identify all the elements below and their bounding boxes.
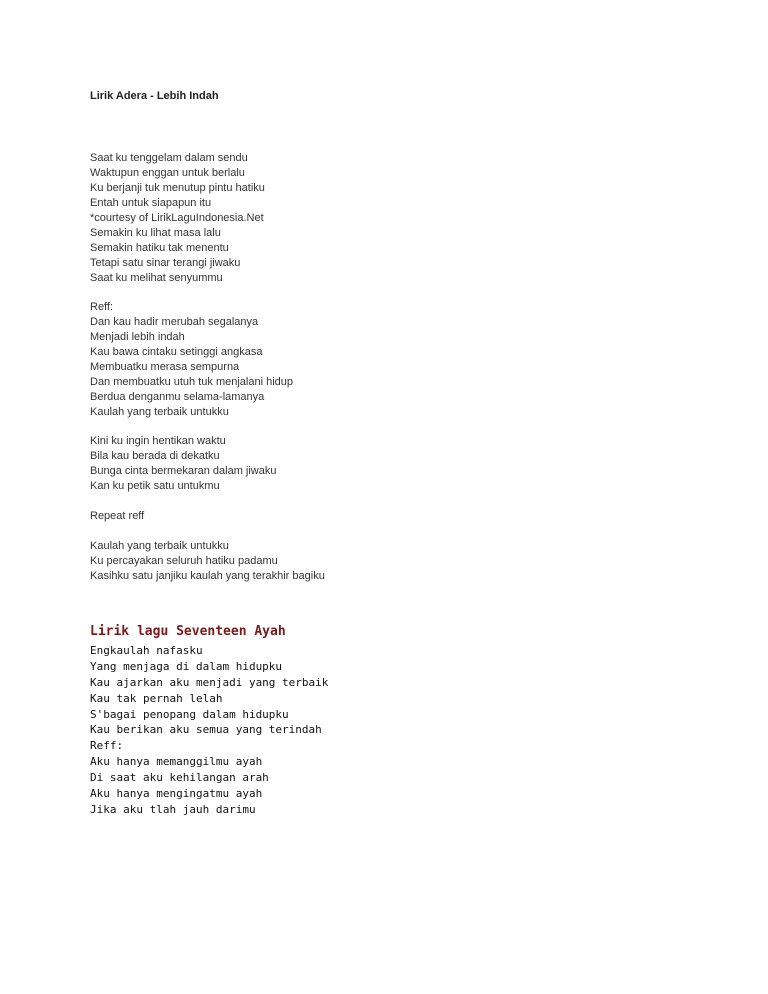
song1-repeat [90, 509, 144, 524]
lyric-line: *courtesy of LirikLaguIndonesia.Net [90, 212, 264, 224]
lyric-line: Tetapi satu sinar terangi jiwaku [90, 257, 241, 269]
lyric-line: Saat ku melihat senyummu [90, 272, 223, 284]
song2-lyrics [90, 643, 328, 818]
lyric-line: S'bagai penopang dalam hidupku [90, 707, 289, 721]
lyric-line: Waktupun enggan untuk berlalu [90, 167, 245, 179]
lyric-line: Menjadi lebih indah [90, 331, 185, 343]
song1-verse1 [90, 151, 265, 286]
lyric-line: Saat ku tenggelam dalam sendu [90, 152, 248, 164]
lyric-line: Ku berjanji tuk menutup pintu hatiku [90, 182, 265, 194]
lyric-line: Kasihku satu janjiku kaulah yang terakhir bagiku [90, 570, 325, 582]
lyric-line: Jika aku tlah jauh darimu [90, 802, 256, 816]
lyric-line: Repeat reff [90, 510, 145, 522]
lyric-line: Semakin ku lihat masa lalu [90, 227, 221, 239]
lyric-line: Aku hanya memanggilmu ayah [90, 755, 263, 769]
lyric-line: Membuatku merasa sempurna [90, 361, 240, 373]
lyric-line: Yang menjaga di dalam hidupku [90, 659, 283, 673]
lyric-line: Bunga cinta bermekaran dalam jiwaku [90, 465, 277, 477]
lyric-line: Kaulah yang terbaik untukku [90, 406, 229, 418]
lyric-line: Reff: [90, 301, 114, 313]
lyric-line: Semakin hatiku tak menentu [90, 242, 229, 254]
lyric-line: Kau bawa cintaku setinggi angkasa [90, 346, 263, 358]
lyric-line: Kau berikan aku semua yang terindah [90, 723, 322, 737]
lyric-line: Kini ku ingin hentikan waktu [90, 435, 226, 447]
lyric-line: Dan kau hadir merubah segalanya [90, 316, 259, 328]
lyric-line: Di saat aku kehilangan arah [90, 771, 269, 785]
song2-title: Lirik lagu Seventeen Ayah [90, 624, 286, 639]
lyric-line: Dan membuatku utuh tuk menjalani hidup [90, 376, 294, 388]
lyric-line: Kau ajarkan aku menjadi yang terbaik [90, 675, 329, 689]
song1-title: Lirik Adera - Lebih Indah [90, 90, 219, 102]
lyric-line: Berdua denganmu selama-lamanya [90, 391, 265, 403]
lyric-line: Entah untuk siapapun itu [90, 197, 212, 209]
lyric-line: Bila kau berada di dekatku [90, 450, 220, 462]
lyric-line: Aku hanya mengingatmu ayah [90, 787, 263, 801]
lyric-line: Kaulah yang terbaik untukku [90, 540, 229, 552]
song1-outro [90, 539, 325, 584]
lyric-line: Reff: [90, 739, 124, 753]
song1-reff [90, 300, 293, 420]
song1-verse2 [90, 434, 277, 494]
lyric-line: Engkaulah nafasku [90, 644, 203, 657]
lyric-line: Ku percayakan seluruh hatiku padamu [90, 555, 278, 567]
lyric-line: Kau tak pernah lelah [90, 691, 223, 705]
lyric-line: Kan ku petik satu untukmu [90, 480, 220, 492]
